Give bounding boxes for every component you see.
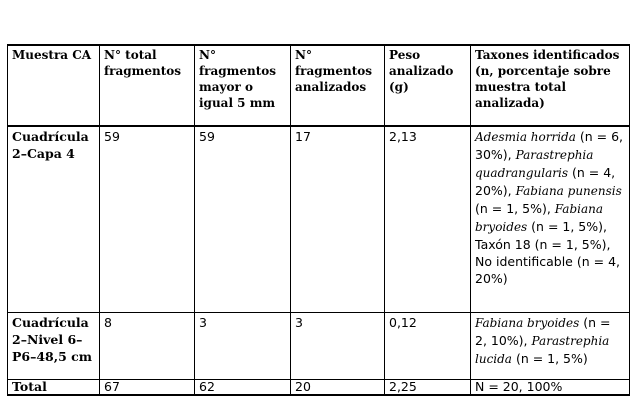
taxon-name: Adesmia horrida xyxy=(475,130,576,144)
taxon-count: (n = 4, 20%), xyxy=(475,165,616,198)
cell-taxa xyxy=(471,126,630,313)
table-header xyxy=(8,45,630,126)
taxon-name: Fabiana bryoides xyxy=(475,316,580,330)
header-taxones: Taxones identificados (n, porcentaje sobre muestra total analizada) xyxy=(471,45,630,126)
cell-total-peso: 2,25 xyxy=(385,380,471,396)
taxon-count: (n = 1, 5%) xyxy=(511,351,588,366)
header-peso-analizado: Peso analizado (g) xyxy=(385,45,471,126)
cell-peso: 0,12 xyxy=(385,313,471,380)
cell-mayor5: 59 xyxy=(195,126,291,313)
cell-total: 59 xyxy=(100,126,195,313)
cell-peso: 2,13 xyxy=(385,126,471,313)
cell-total-label: Total xyxy=(8,380,100,396)
charcoal-taxa-table xyxy=(7,44,630,396)
cell-muestra: Cuadrícula 2–Nivel 6–P6–48,5 cm xyxy=(8,313,100,380)
taxon-count: (n = 2, 10%), xyxy=(475,315,611,348)
table-row xyxy=(8,313,630,380)
header-fragmentos-analizados: N° fragmentos analizados xyxy=(291,45,385,126)
table-body xyxy=(8,126,630,395)
taxon-count: (n = 1, 5%), Taxón 18 (n = 1, 5%), No identificable (n = 4, 20%) xyxy=(475,219,620,286)
total-row xyxy=(8,380,630,396)
taxon-name: Parastrephia lucida xyxy=(475,334,610,366)
taxon-name: Parastrephia quadrangularis xyxy=(475,148,594,180)
cell-total-analizados: 20 xyxy=(291,380,385,396)
taxon-count: (n = 1, 5%), xyxy=(475,201,555,216)
cell-total: 8 xyxy=(100,313,195,380)
cell-total-mayor5: 62 xyxy=(195,380,291,396)
table-row xyxy=(8,126,630,313)
header-row xyxy=(8,45,630,126)
header-total-fragmentos: N° total fragmentos xyxy=(100,45,195,126)
header-muestra: Muestra CA xyxy=(8,45,100,126)
cell-muestra: Cuadrícula 2–Capa 4 xyxy=(8,126,100,313)
taxon-count: (n = 6, 30%), xyxy=(475,129,624,162)
taxon-name: Fabiana punensis xyxy=(515,184,622,198)
cell-analizados: 17 xyxy=(291,126,385,313)
cell-analizados: 3 xyxy=(291,313,385,380)
cell-taxa xyxy=(471,313,630,380)
cell-total-fragmentos: 67 xyxy=(100,380,195,396)
taxon-name: Fabiana bryoides xyxy=(475,202,604,234)
cell-total-taxa: N = 20, 100% xyxy=(471,380,630,396)
cell-mayor5: 3 xyxy=(195,313,291,380)
header-fragmentos-mayor-5mm: N° fragmentos mayor o igual 5 mm xyxy=(195,45,291,126)
